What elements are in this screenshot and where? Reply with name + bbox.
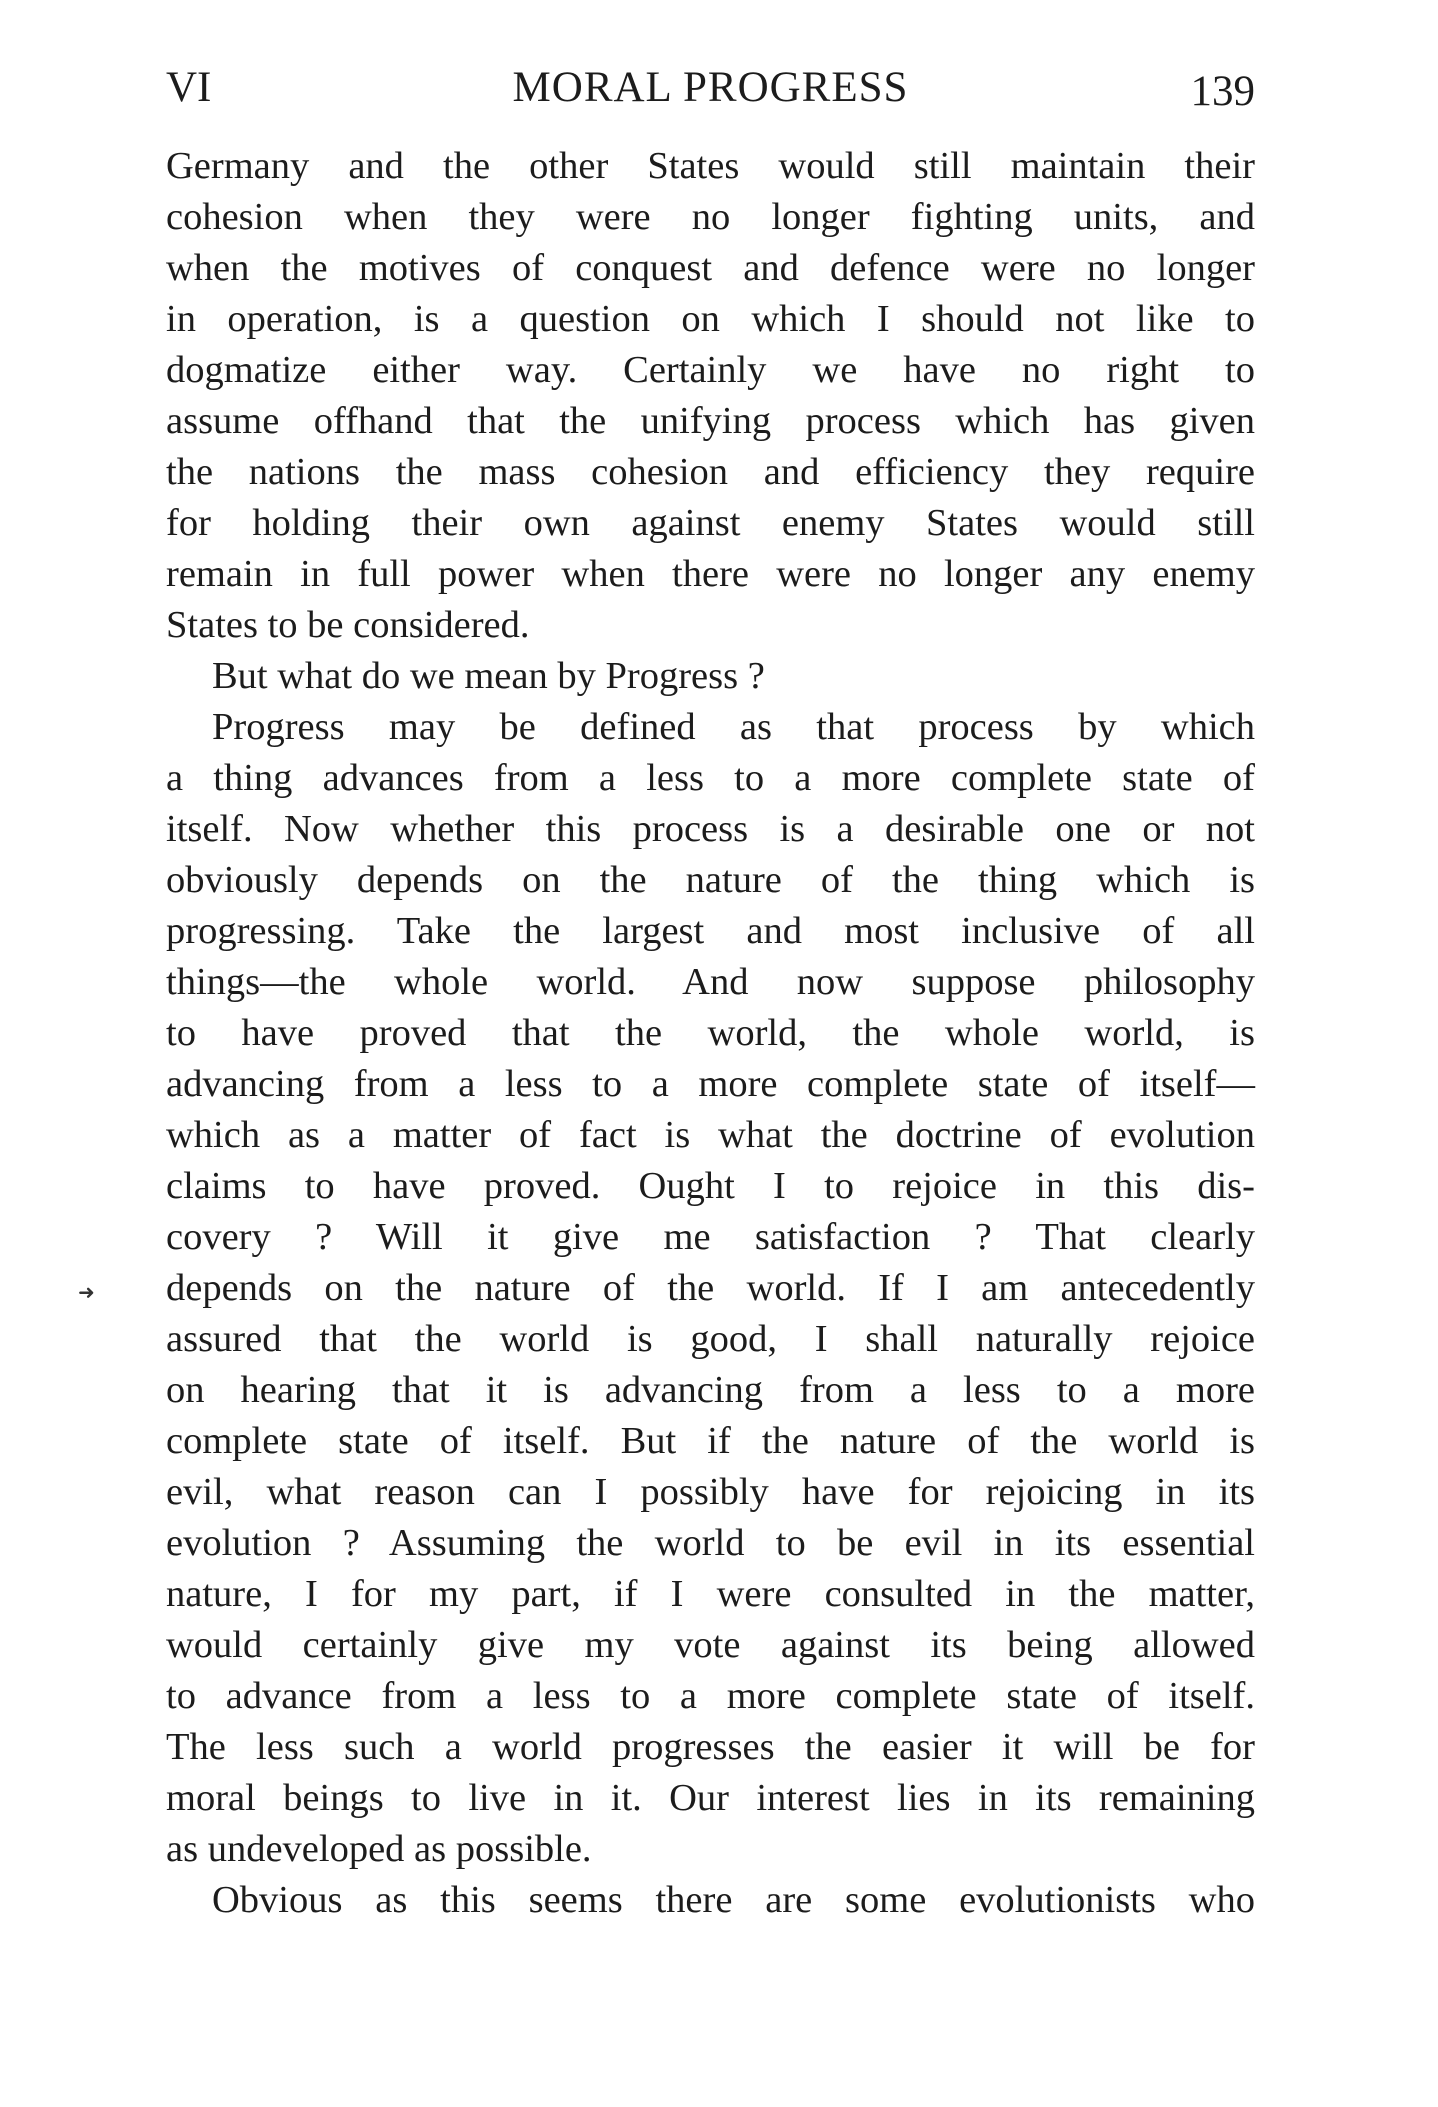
text-line: which as a matter of fact is what the doctrine of evolution	[166, 1114, 1255, 1156]
text-line: as undeveloped as possible.	[166, 1828, 592, 1870]
text-line: would certainly give my vote against its being allowed	[166, 1624, 1255, 1666]
text-line: Germany and the other States would still maintain their	[166, 145, 1255, 187]
paragraph-start-line: Progress may be defined as that process by which	[212, 706, 1255, 748]
text-line: dogmatize either way. Certainly we have no right to	[166, 349, 1255, 391]
text-line: the nations the mass cohesion and efficiency they require	[166, 451, 1255, 493]
text-line: claims to have proved. Ought I to rejoice in this dis-	[166, 1165, 1255, 1207]
text-line: evolution ? Assuming the world to be evil in its essential	[166, 1522, 1255, 1564]
text-line: States to be considered.	[166, 604, 530, 646]
text-line: to advance from a less to a more complete state of itself.	[166, 1675, 1255, 1717]
body-text	[166, 141, 1255, 1926]
paragraph-start-line: Obvious as this seems there are some evolutionists who	[212, 1879, 1255, 1921]
text-line: itself. Now whether this process is a desirable one or not	[166, 808, 1255, 850]
text-line: assured that the world is good, I shall naturally rejoice	[166, 1318, 1255, 1360]
text-line: advancing from a less to a more complete state of itself—	[166, 1063, 1255, 1105]
chapter-number: VI	[166, 64, 212, 111]
text-line: evil, what reason can I possibly have for rejoicing in its	[166, 1471, 1255, 1513]
text-line: when the motives of conquest and defence were no longer	[166, 247, 1255, 289]
text-line: nature, I for my part, if I were consulted in the matter,	[166, 1573, 1255, 1615]
text-line: covery ? Will it give me satisfaction ? That clearly	[166, 1216, 1255, 1258]
text-line: assume offhand that the unifying process which has given	[166, 400, 1255, 442]
running-title: MORAL PROGRESS	[512, 64, 909, 111]
text-line: depends on the nature of the world. If I am antecedently	[166, 1267, 1255, 1309]
page-number: 139	[1190, 68, 1255, 115]
text-line: remain in full power when there were no longer any enemy	[166, 553, 1255, 595]
text-line: progressing. Take the largest and most inclusive of all	[166, 910, 1255, 952]
text-line: moral beings to live in it. Our interest lies in its remaining	[166, 1777, 1255, 1819]
running-head	[166, 58, 1255, 118]
text-line: to have proved that the world, the whole world, is	[166, 1012, 1255, 1054]
text-line: for holding their own against enemy States would still	[166, 502, 1255, 544]
paragraph-start-line: But what do we mean by Progress ?	[212, 655, 765, 697]
text-line: cohesion when they were no longer fighting units, and	[166, 196, 1255, 238]
text-line: things—the whole world. And now suppose philosophy	[166, 961, 1255, 1003]
text-line: a thing advances from a less to a more complete state of	[166, 757, 1255, 799]
text-line: obviously depends on the nature of the thing which is	[166, 859, 1255, 901]
text-line: The less such a world progresses the easier it will be for	[166, 1726, 1255, 1768]
margin-arrow-icon: ➜	[78, 1282, 95, 1304]
text-line: in operation, is a question on which I should not like to	[166, 298, 1255, 340]
text-line: complete state of itself. But if the nature of the world is	[166, 1420, 1255, 1462]
text-line: on hearing that it is advancing from a less to a more	[166, 1369, 1255, 1411]
